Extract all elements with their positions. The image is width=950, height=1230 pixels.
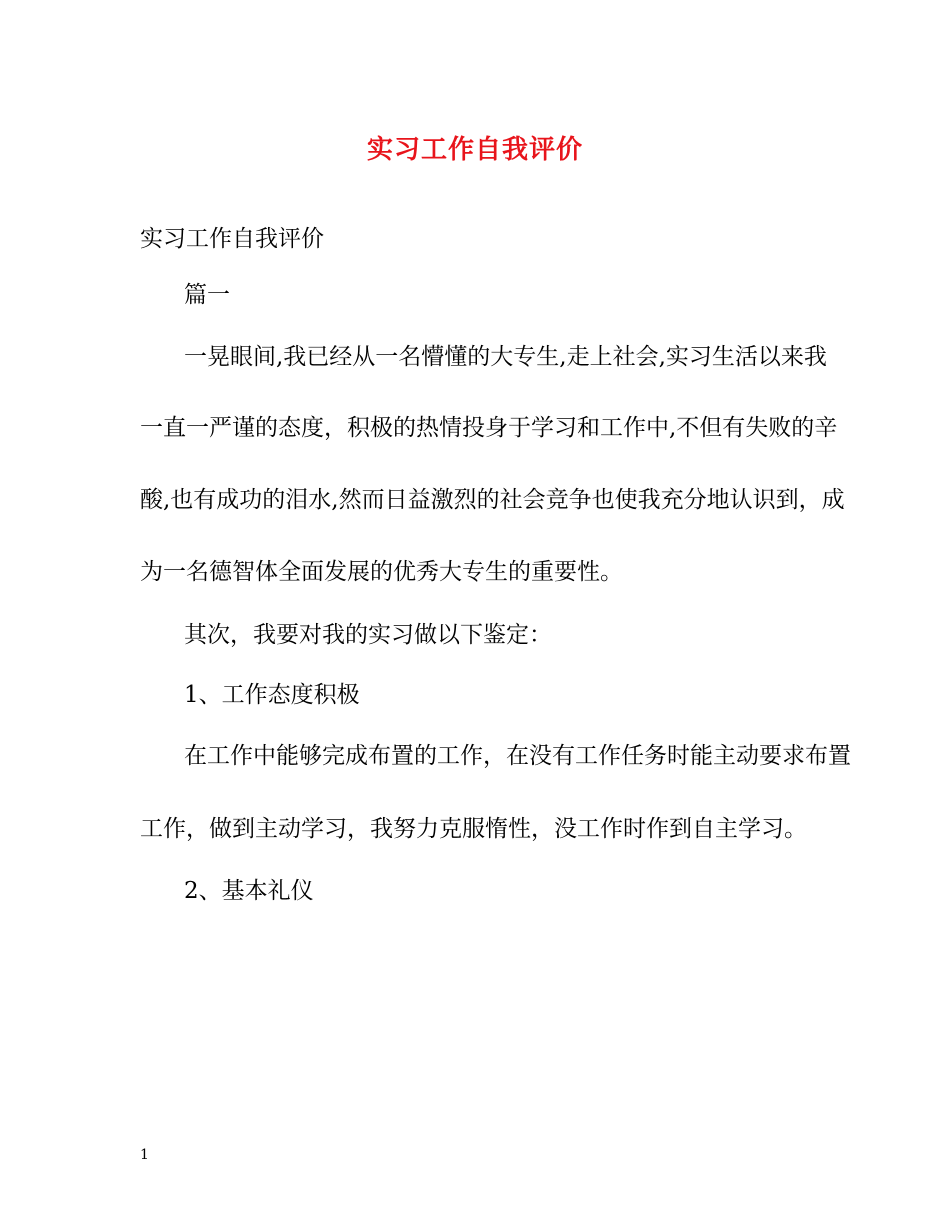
subtitle-line: 实习工作自我评价 — [140, 226, 324, 252]
paragraph-line: 工作，做到主动学习，我努力克服惰性，没工作时作到自主学习。 — [140, 816, 807, 842]
paragraph-line: 为一名德智体全面发展的优秀大专生的重要性。 — [140, 559, 623, 585]
list-heading-1: 1、工作态度积极 — [184, 682, 360, 708]
paragraph-line: 其次，我要对我的实习做以下鉴定： — [184, 622, 552, 648]
list-heading-2: 2、基本礼仪 — [184, 878, 314, 904]
paragraph-line: 在工作中能够完成布置的工作，在没有工作任务时能主动要求布置 — [184, 743, 851, 769]
paragraph-line: 一直一严谨的态度，积极的热情投身于学习和工作中,不但有失败的辛 — [140, 415, 838, 441]
page-number: 1 — [140, 1147, 149, 1163]
paragraph-line: 酸,也有成功的泪水,然而日益激烈的社会竞争也使我充分地认识到，成 — [140, 487, 845, 513]
paragraph-line: 一晃眼间,我已经从一名懵懂的大专生,走上社会,实习生活以来我 — [184, 344, 827, 370]
section-heading-pian-yi: 篇一 — [184, 282, 230, 308]
document-title: 实习工作自我评价 — [366, 135, 583, 165]
